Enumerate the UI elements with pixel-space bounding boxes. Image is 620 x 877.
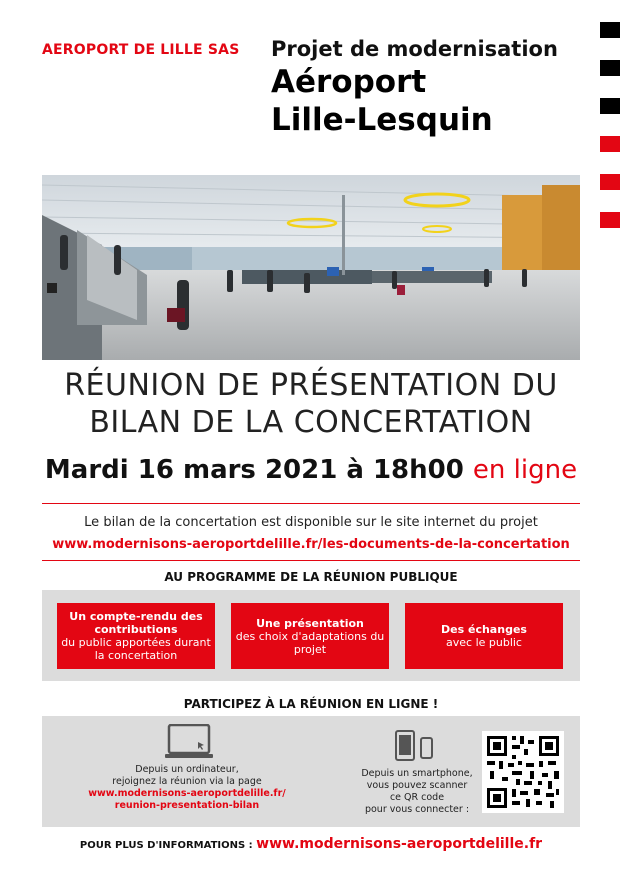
airport-hall-image <box>42 175 580 360</box>
phone-text-line3: ce QR code <box>389 792 445 803</box>
availability-text: Le bilan de la concertation est disponible sur le site internet du projet <box>84 515 538 530</box>
programme-item-text: des choix d'adaptations du projet <box>235 629 385 656</box>
divider <box>42 560 580 561</box>
edge-mark <box>600 98 620 114</box>
documents-link[interactable]: www.modernisons-aeroportdelille.fr/les-documents-de-la-concertation <box>52 537 570 552</box>
edge-mark <box>600 212 620 228</box>
programme-item-text: avec le public <box>446 636 522 649</box>
devices-icon <box>394 730 440 762</box>
phone-text-line1: Depuis un smartphone, <box>361 768 473 779</box>
meeting-title-line2: BILAN DE LA CONCERTATION <box>89 405 533 440</box>
project-title-line2: Lille-Lesquin <box>271 102 493 138</box>
meeting-title-line1: RÉUNION DE PRÉSENTATION DU <box>64 368 558 403</box>
programme-item <box>57 603 215 669</box>
divider <box>42 503 580 504</box>
footer-link[interactable]: www.modernisons-aeroportdelille.fr <box>256 836 543 852</box>
laptop-icon <box>164 724 214 760</box>
organizer: AEROPORT DE LILLE SAS <box>42 42 240 58</box>
footer-label: POUR PLUS D'INFORMATIONS : <box>79 840 253 851</box>
phone-text-line2: vous pouvez scanner <box>366 780 468 791</box>
online-panel <box>42 716 580 827</box>
edge-mark <box>600 136 620 152</box>
computer-text-line1: Depuis un ordinateur, <box>135 764 239 775</box>
programme-panel <box>42 590 580 681</box>
programme-title: AU PROGRAMME DE LA RÉUNION PUBLIQUE <box>164 570 458 584</box>
phone-instructions <box>342 768 492 816</box>
project-subtitle: Projet de modernisation <box>271 37 558 61</box>
meeting-link-line1[interactable]: www.modernisons-aeroportdelille.fr/ <box>88 788 286 799</box>
edge-mark <box>600 22 620 38</box>
programme-item <box>405 603 563 669</box>
programme-item <box>231 603 389 669</box>
edge-mark <box>600 174 620 190</box>
date-suffix: en ligne <box>472 455 578 485</box>
edge-mark <box>600 60 620 76</box>
programme-item-bold: Une présentation <box>256 616 364 630</box>
computer-text-line2: rejoignez la réunion via la page <box>112 776 262 787</box>
project-title-line1: Aéroport <box>271 64 427 100</box>
meeting-link-line2[interactable]: reunion-presentation-bilan <box>114 800 260 811</box>
meeting-date <box>42 455 580 485</box>
programme-item-text: du public apportées durant la concertation <box>61 636 211 662</box>
phone-text-line4: pour vous connecter : <box>364 804 470 815</box>
programme-item-bold: Un compte-rendu des contributions <box>69 610 203 636</box>
computer-instructions <box>72 764 302 812</box>
qr-code-icon[interactable] <box>482 731 564 813</box>
footer <box>42 836 580 852</box>
date-text: Mardi 16 mars 2021 à 18h00 <box>44 455 464 485</box>
programme-item-bold: Des échanges <box>441 623 527 636</box>
online-title: PARTICIPEZ À LA RÉUNION EN LIGNE ! <box>183 697 439 711</box>
